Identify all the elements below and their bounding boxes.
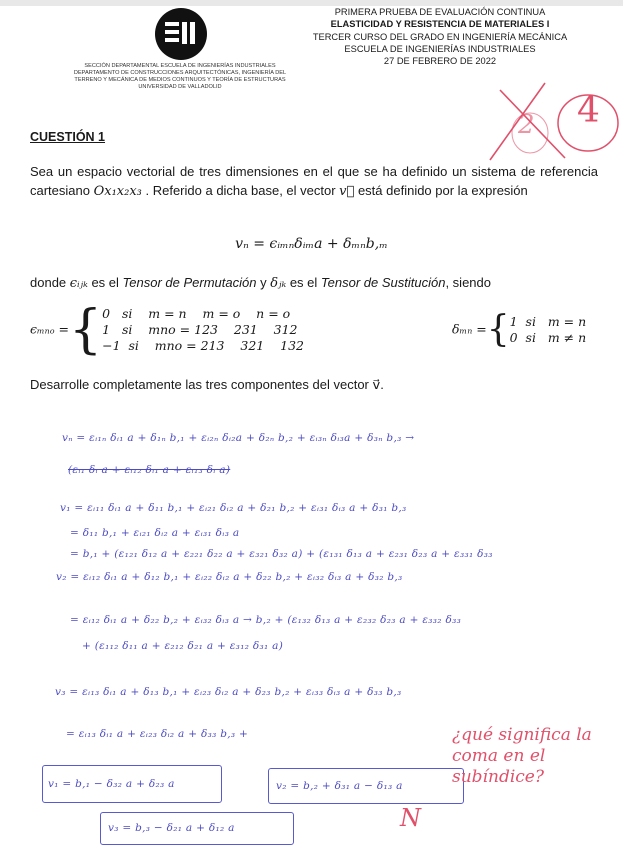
result-v3: v₃ = b,₃ − δ₂₁ a + δ₁₂ a: [108, 822, 235, 834]
handwritten-line: v₂ = εᵢ₁₂ δᵢ₁ a + δ₁₂ b,₁ + εᵢ₂₂ δᵢ₂ a + δ₂₂ b,₂ + εᵢ₃₂ δᵢ₃ a + δ₃₂ b,₃: [56, 571, 403, 583]
department-info: [40, 63, 320, 91]
exam-header: [300, 6, 580, 67]
grade-marks: [470, 78, 623, 168]
question-statement: Sea un espacio vectorial de tres dimensiones en el que se ha definido un sistema de referencia cartesiano Ox₁x₂x₃ . Referido a dicha base, el vector v⃗ está definido por la expresión: [30, 164, 598, 199]
definition-text: donde ϵᵢⱼₖ es el Tensor de Permutación y δⱼₖ es el Tensor de Sustitución, siendo: [30, 275, 491, 291]
crossed-grade: 2: [518, 110, 535, 140]
handwritten-line: v₁ = εᵢ₁₁ δᵢ₁ a + δ₁₁ b,₁ + εᵢ₂₁ δᵢ₂ a + δ₂₁ b,₂ + εᵢ₃₁ δᵢ₃ a + δ₃₁ b,₃: [60, 502, 407, 514]
handwritten-line: = b,₁ + (ε₁₂₁ δ₁₂ a + ε₂₂₁ δ₂₂ a + ε₃₂₁ δ₃₂ a) + (ε₁₃₁ δ₁₃ a + ε₂₃₁ δ₂₃ a + ε₃₃₁ δ₃₃: [70, 548, 493, 560]
question-title: CUESTIÓN 1: [30, 130, 106, 144]
substitution-tensor-definition: δₘₙ ={ 1 si m = n 0 si m ≠ n: [452, 309, 587, 350]
handwritten-line: = εᵢ₁₃ δᵢ₁ a + εᵢ₂₃ δᵢ₂ a + δ₃₃ b,₃ +: [66, 728, 249, 740]
exam-date: 27 DE FEBRERO DE 2022: [383, 56, 497, 67]
school-name: ESCUELA DE INGENIERÍAS INDUSTRIALES: [344, 43, 536, 54]
exam-title: PRIMERA PRUEBA DE EVALUACIÓN CONTINUA: [334, 7, 546, 17]
department-line: SECCIÓN DEPARTAMENTAL ESCUELA DE INGENIERÍAS INDUSTRIALES: [84, 63, 276, 69]
handwritten-line: = εᵢ₁₂ δᵢ₁ a + δ₂₂ b,₂ + εᵢ₃₂ δᵢ₃ a → b,₂ + (ε₁₃₂ δ₁₃ a + ε₂₃₂ δ₂₃ a + ε₃₃₂ δ₃₃: [70, 614, 462, 626]
department-line: DEPARTAMENTO DE CONSTRUCCIONES ARQUITECTÓNICAS, INGENIERÍA DEL: [73, 70, 287, 76]
vector-equation: vₙ = ϵᵢₘₙδᵢₘa + δₘₙb,ₘ: [235, 236, 388, 252]
handwritten-line: v₃ = εᵢ₁₃ δᵢ₁ a + δ₁₃ b,₁ + εᵢ₂₃ δᵢ₂ a + δ₂₃ b,₂ + εᵢ₃₃ δᵢ₃ a + δ₃₃ b,₃: [55, 686, 402, 698]
course-year: TERCER CURSO DEL GRADO EN INGENIERÍA MECÁNICA: [312, 31, 568, 42]
handwritten-line: + (ε₁₁₂ δ₁₁ a + ε₂₁₂ δ₂₁ a + ε₃₁₂ δ₃₁ a): [82, 640, 284, 652]
handwritten-line: = δ₁₁ b,₁ + εᵢ₂₁ δᵢ₂ a + εᵢ₃₁ δᵢ₃ a: [70, 527, 240, 539]
department-line: UNIVERSIDAD DE VALLADOLID: [138, 84, 222, 90]
result-v1: v₁ = b,₁ − δ₃₂ a + δ₂₃ a: [48, 778, 175, 790]
handwritten-crossed-line: (εᵢ₁ δᵢ a + εᵢ₁₂ δᵢ₁ a + εᵢ₁₃ δᵢ a): [68, 464, 231, 476]
department-line: TERRENO Y MECÁNICA DE MEDIOS CONTINUOS Y TEORÍA DE ESTRUCTURAS: [74, 77, 286, 83]
final-grade: 4: [577, 90, 600, 131]
result-v2: v₂ = b,₂ + δ₃₁ a − δ₁₃ a: [276, 780, 403, 792]
teacher-comment: ¿qué significa la coma en el subíndice?: [452, 725, 592, 787]
instruction-text: Desarrolle completamente las tres componentes del vector v⃗.: [30, 377, 384, 392]
handwritten-line: vₙ = εᵢ₁ₙ δᵢ₁ a + δ₁ₙ b,₁ + εᵢ₂ₙ δᵢ₂a + δ₂ₙ b,₂ + εᵢ₃ₙ δᵢ₃a + δ₃ₙ b,₃ →: [62, 432, 415, 444]
course-name: ELASTICIDAD Y RESISTENCIA DE MATERIALES I: [330, 19, 550, 30]
permutation-tensor-definition: ϵₘₙₒ ={ 0 si m = n m = o n = o 1 si mno = 123 231 312 −1 si mno = 213 321 132: [30, 300, 304, 360]
teacher-mark: N: [400, 804, 421, 832]
university-logo: [155, 8, 207, 60]
